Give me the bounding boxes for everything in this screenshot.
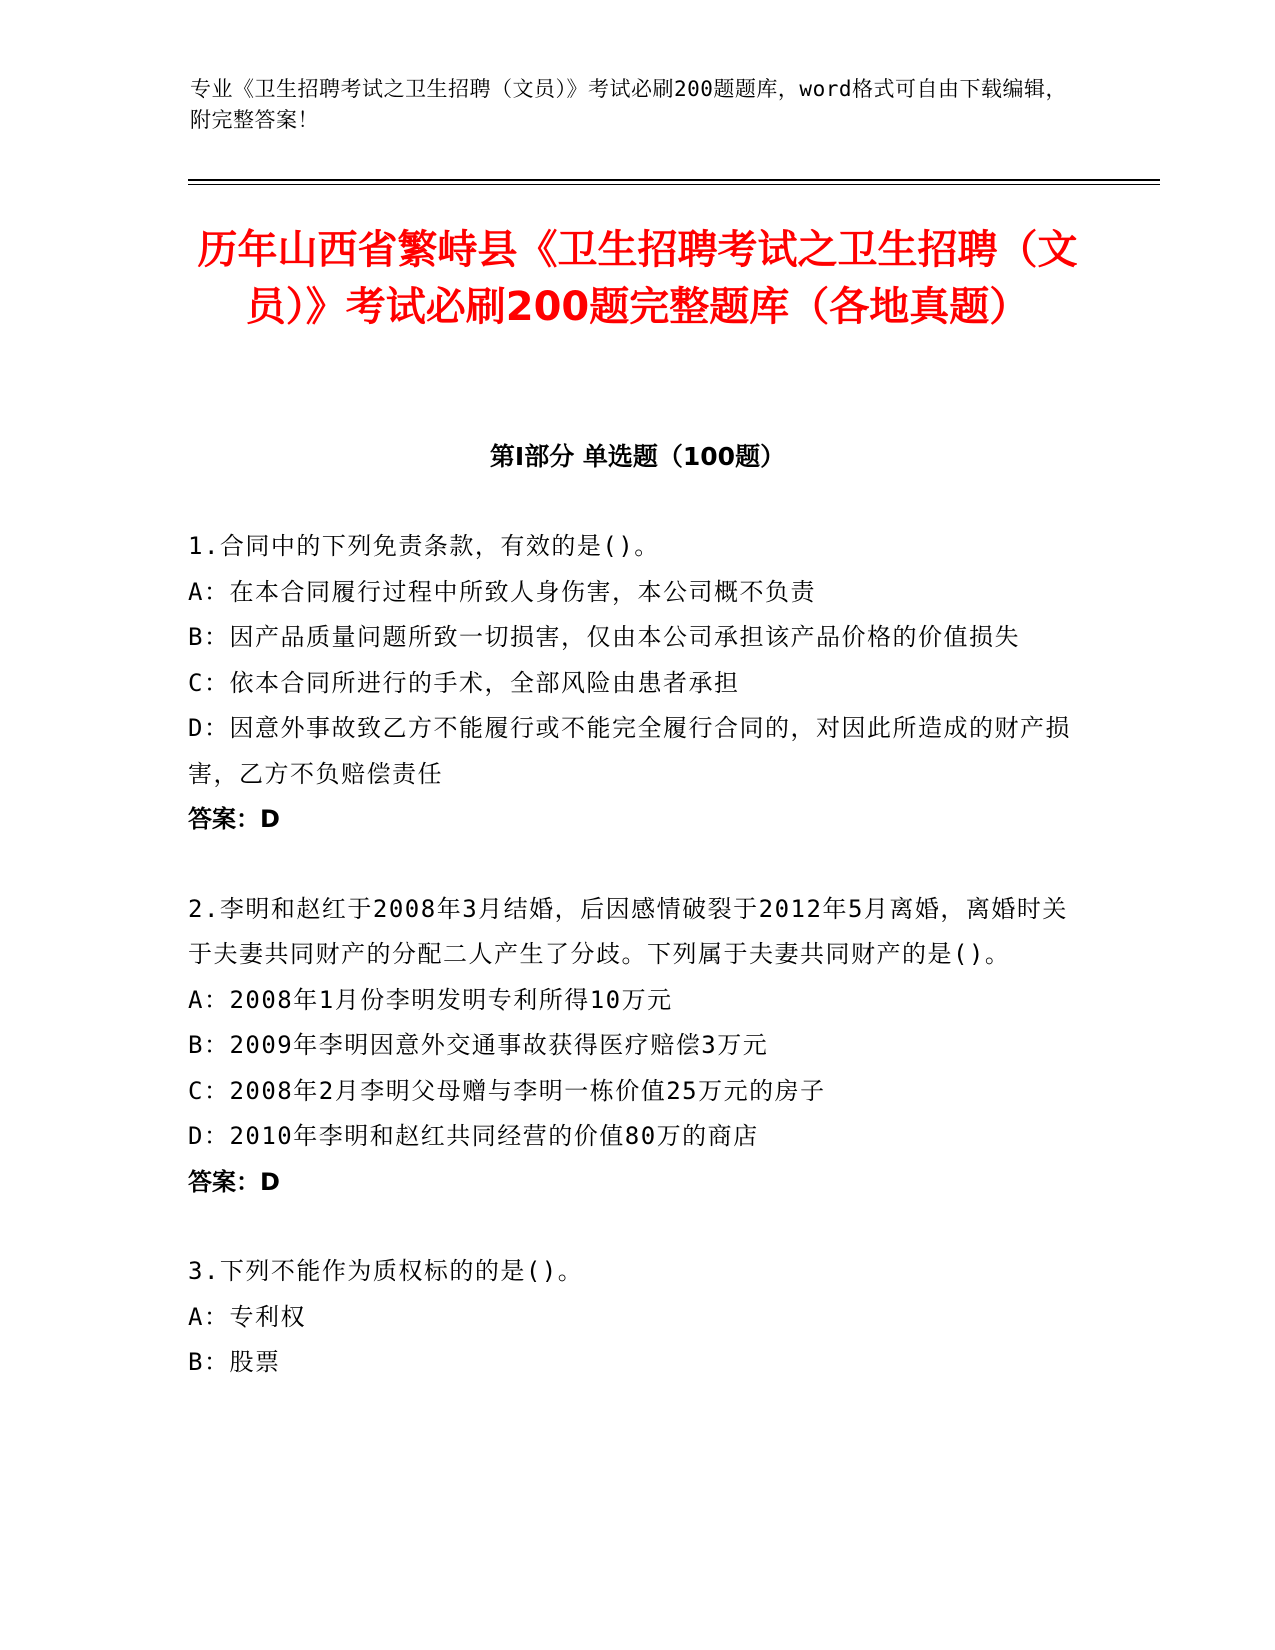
question-1 <box>188 524 1088 843</box>
option-a: A：2008年1月份李明发明专利所得10万元 <box>188 985 673 1014</box>
option-a: A：专利权 <box>188 1302 306 1331</box>
header-divider-thick <box>188 179 1160 181</box>
option-b: B：2009年李明因意外交通事故获得医疗赔偿3万元 <box>188 1031 769 1059</box>
question-stem: 3.下列不能作为质权标的的是()。 <box>188 1257 584 1285</box>
header-divider-thin <box>188 184 1160 185</box>
option-a: A：在本合同履行过程中所致人身伤害，本公司概不负责 <box>188 577 816 606</box>
intro-text: 专业《卫生招聘考试之卫生招聘（文员）》考试必刷200题题库，word格式可自由下载编辑，附完整答案！ <box>190 77 1067 132</box>
option-c: C：依本合同所进行的手术，全部风险由患者承担 <box>188 668 740 697</box>
option-d: D：2010年李明和赵红共同经营的价值80万的商店 <box>188 1122 759 1150</box>
option-b: B：因产品质量问题所致一切损害，仅由本公司承担该产品价格的价值损失 <box>188 623 1020 651</box>
question-stem: 1.合同中的下列免责条款，有效的是()。 <box>188 532 660 560</box>
option-b: B：股票 <box>188 1348 281 1376</box>
answer-label: 答案：D <box>188 1167 280 1196</box>
question-2 <box>188 887 1088 1206</box>
option-d: D：因意外事故致乙方不能履行或不能完全履行合同的，对因此所造成的财产损害，乙方不负赔偿责任 <box>188 714 1071 788</box>
document-title: 历年山西省繁峙县《卫生招聘考试之卫生招聘（文员）》考试必刷200题完整题库（各地真题） <box>197 227 1078 330</box>
answer-label: 答案：D <box>188 805 280 833</box>
question-stem: 2.李明和赵红于2008年3月结婚，后因感情破裂于2012年5月离婚，离婚时关于夫妻共同财产的分配二人产生了分歧。下列属于夫妻共同财产的是()。 <box>188 894 1068 968</box>
section-heading: 第I部分 单选题（100题） <box>489 442 786 471</box>
question-3 <box>188 1249 1088 1386</box>
option-c: C：2008年2月李明父母赠与李明一栋价值25万元的房子 <box>188 1076 826 1105</box>
question-list <box>188 524 1088 1430</box>
